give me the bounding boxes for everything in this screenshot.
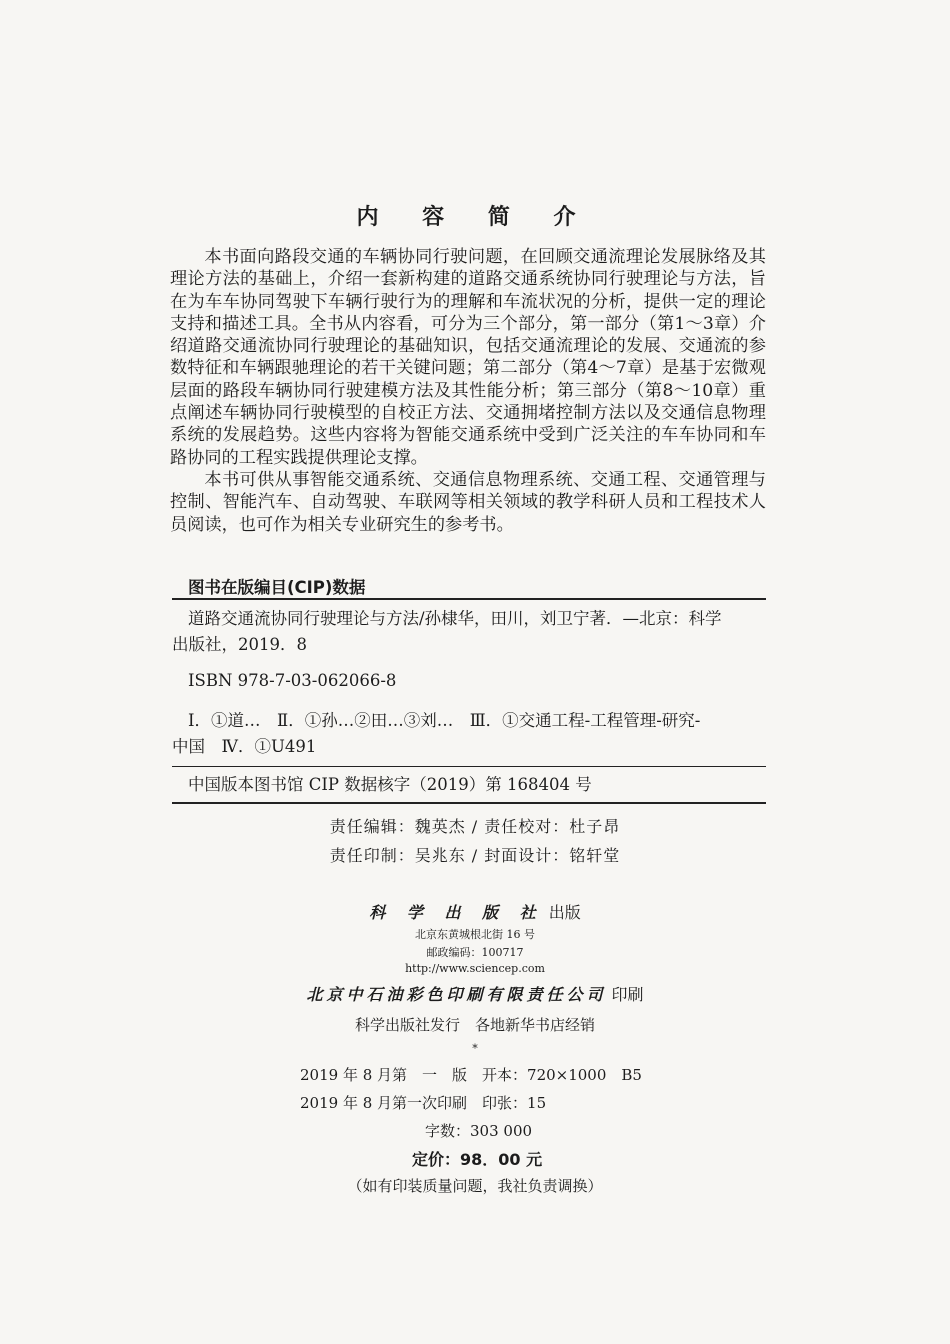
credits-line-1: 责任编辑：魏英杰 / 责任校对：杜子昂 — [329, 817, 621, 836]
intro-title: 内 容 简 介 — [356, 205, 594, 230]
quality-note: （如有印装质量问题，我社负责调换） — [347, 1177, 603, 1195]
publisher-line — [0, 900, 950, 923]
credits-line-2: 责任印制：吴兆东 / 封面设计：铭轩堂 — [329, 846, 621, 865]
printer-name: 北京中石油彩色印刷有限责任公司 — [306, 985, 607, 1004]
cip-entry-line-2: 出版社，2019．8 — [172, 635, 307, 654]
cip-middle-rule — [172, 766, 766, 767]
cip-top-rule — [172, 598, 766, 600]
publisher-name: 科 学 出 版 社 — [369, 903, 544, 922]
distribution-line: 科学出版社发行 各地新华书店经销 — [354, 1016, 595, 1034]
cip-classification-line-1: Ⅰ．①道… Ⅱ．①孙…②田…③刘… Ⅲ．①交通工程-工程管理-研究- — [188, 711, 701, 730]
intro-paragraph-2: 本书可供从事智能交通系统、交通信息物理系统、交通工程、交通管理与控制、智能汽车、自动驾驶、车联网等相关领域的教学科研人员和工程技术人员阅读，也可作为相关专业研究生的参考书。 — [170, 469, 766, 535]
price: 定价：98．00 元 — [412, 1150, 543, 1169]
intro-paragraph-1: 本书面向路段交通的车辆协同行驶问题，在回顾交通流理论发展脉络及其理论方法的基础上，介绍一套新构建的道路交通系统协同行驶理论与方法，旨在为车车协同驾驶下车辆行驶行为的理解和车流状况的分析，提供一定的理论支持和描述工具。全书从内容看，可分为三个部分，第一部分（第1～3章）介绍道路交通流协同行驶理论的基础知识，包括交通流理论的发展、交通流的参数特征和车辆跟驰理论的若干关键问题；第二部分（第4～7章）是基于宏微观层面的路段车辆协同行驶建模方法及其性能分析；第三部分（第8～10章）重点阐述车辆协同行驶模型的自校正方法、交通拥堵控制方法以及交通信息物理系统的发展趋势。这些内容将为智能交通系统中受到广泛关注的车车协同和车路协同的工程实践提供理论支撑。 — [170, 247, 766, 468]
printer-line — [0, 982, 950, 1005]
cip-verification-block — [172, 772, 766, 798]
publisher-address: 北京东黄城根北街 16 号 — [415, 928, 535, 941]
publisher-url: http://www.sciencep.com — [405, 962, 545, 975]
cip-verification: 中国版本图书馆 CIP 数据核字（2019）第 168404 号 — [188, 775, 592, 794]
publisher-suffix: 出版 — [548, 903, 581, 922]
publisher-postcode: 邮政编码：100717 — [426, 946, 524, 959]
cip-heading: 图书在版编目(CIP)数据 — [188, 578, 366, 597]
intro-text — [170, 246, 766, 536]
printer-suffix: 印刷 — [611, 985, 644, 1004]
cip-isbn-block — [172, 668, 766, 694]
cip-classification — [172, 708, 766, 760]
cip-bottom-rule — [172, 802, 766, 804]
cip-classification-line-2: 中国 Ⅳ．①U491 — [172, 737, 317, 756]
cip-isbn: ISBN 978-7-03-062066-8 — [188, 671, 397, 690]
cip-entry — [172, 606, 766, 658]
edition-line: 2019 年 8 月第 一 版 开本：720×1000 B5 — [300, 1066, 642, 1084]
word-count: 字数：303 000 — [425, 1122, 533, 1140]
cip-entry-line-1: 道路交通流协同行驶理论与方法/孙棣华，田川，刘卫宁著．—北京：科学 — [188, 609, 722, 628]
separator-star: * — [472, 1042, 478, 1055]
printing-line: 2019 年 8 月第一次印刷 印张：15 — [300, 1094, 547, 1112]
